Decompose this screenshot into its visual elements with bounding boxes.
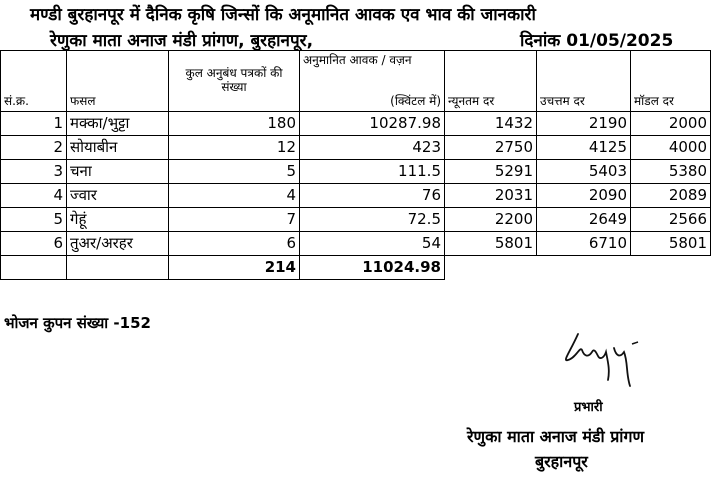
row-max-rate: 6710 [537, 232, 631, 256]
table-row [1, 208, 711, 232]
row-crop: ज्वार [67, 184, 169, 208]
row-modal-rate: 4000 [631, 136, 711, 160]
row-min-rate: 5291 [445, 160, 537, 184]
row-crop: सोयाबीन [67, 136, 169, 160]
row-modal-rate: 2089 [631, 184, 711, 208]
table-total-row [1, 256, 711, 280]
signature-image [558, 322, 648, 392]
row-crop: मक्का/भुट्टा [67, 112, 169, 136]
header-agreements-label: कुल अनुबंध पत्रकों की संख्या [185, 66, 283, 94]
table-header-row [1, 51, 711, 112]
page-title: मण्डी बुरहानपूर में दैनिक कृषि जिन्सों कि अनूमानित आवक एव भाव की जानकारी [30, 5, 536, 25]
row-arrival: 111.5 [300, 160, 445, 184]
row-min-rate: 2200 [445, 208, 537, 232]
header-agreements [169, 51, 300, 112]
row-crop: चना [67, 160, 169, 184]
row-crop: गेहूं [67, 208, 169, 232]
header-min-rate: न्यूनतम दर [445, 51, 537, 112]
total-blank [445, 256, 537, 280]
row-arrival: 54 [300, 232, 445, 256]
row-min-rate: 1432 [445, 112, 537, 136]
table-row [1, 184, 711, 208]
total-arrival: 11024.98 [300, 256, 445, 280]
row-modal-rate: 2566 [631, 208, 711, 232]
total-empty-cell [1, 256, 67, 280]
row-serial: 2 [1, 136, 67, 160]
row-arrival: 10287.98 [300, 112, 445, 136]
row-serial: 1 [1, 112, 67, 136]
row-max-rate: 2190 [537, 112, 631, 136]
total-blank [537, 256, 631, 280]
row-agreements: 7 [169, 208, 300, 232]
rates-table [0, 50, 711, 280]
row-agreements: 5 [169, 160, 300, 184]
row-serial: 6 [1, 232, 67, 256]
row-agreements: 6 [169, 232, 300, 256]
row-max-rate: 2649 [537, 208, 631, 232]
row-arrival: 423 [300, 136, 445, 160]
table-row [1, 160, 711, 184]
total-agreements: 214 [169, 256, 300, 280]
row-min-rate: 5801 [445, 232, 537, 256]
row-agreements: 180 [169, 112, 300, 136]
header-max-rate: उचत्तम दर [537, 51, 631, 112]
row-crop: तुअर/अरहर [67, 232, 169, 256]
header-arrival-unit: (क्विंटल में) [390, 94, 441, 108]
meal-coupon-count: भोजन कुपन संख्या -152 [4, 314, 151, 332]
table-row [1, 136, 711, 160]
date-value: 01/05/2025 [566, 31, 674, 51]
row-serial: 3 [1, 160, 67, 184]
total-blank [631, 256, 711, 280]
row-arrival: 76 [300, 184, 445, 208]
row-modal-rate: 2000 [631, 112, 711, 136]
row-serial: 5 [1, 208, 67, 232]
table-row [1, 232, 711, 256]
place-name: बुरहानपूर [535, 452, 588, 471]
row-min-rate: 2750 [445, 136, 537, 160]
row-agreements: 4 [169, 184, 300, 208]
header-crop: फसल [67, 51, 169, 112]
row-max-rate: 4125 [537, 136, 631, 160]
row-min-rate: 2031 [445, 184, 537, 208]
office-name: रेणुका माता अनाज मंडी प्रांगण [467, 427, 645, 446]
table-row [1, 112, 711, 136]
total-empty-cell [67, 256, 169, 280]
date-label: दिनांक [520, 31, 561, 51]
row-agreements: 12 [169, 136, 300, 160]
date-line [520, 28, 673, 51]
row-modal-rate: 5801 [631, 232, 711, 256]
row-max-rate: 5403 [537, 160, 631, 184]
row-max-rate: 2090 [537, 184, 631, 208]
header-arrival-label: अनुमानित आवक / वज़न [303, 53, 412, 67]
designation-label: प्रभारी [574, 400, 603, 415]
row-arrival: 72.5 [300, 208, 445, 232]
market-subtitle: रेणुका माता अनाज मंडी प्रांगण, बुरहानपूर, [50, 31, 314, 51]
row-serial: 4 [1, 184, 67, 208]
header-arrival [300, 51, 445, 112]
row-modal-rate: 5380 [631, 160, 711, 184]
header-modal-rate: मॉडल दर [631, 51, 711, 112]
header-serial: सं.क्र. [1, 51, 67, 112]
